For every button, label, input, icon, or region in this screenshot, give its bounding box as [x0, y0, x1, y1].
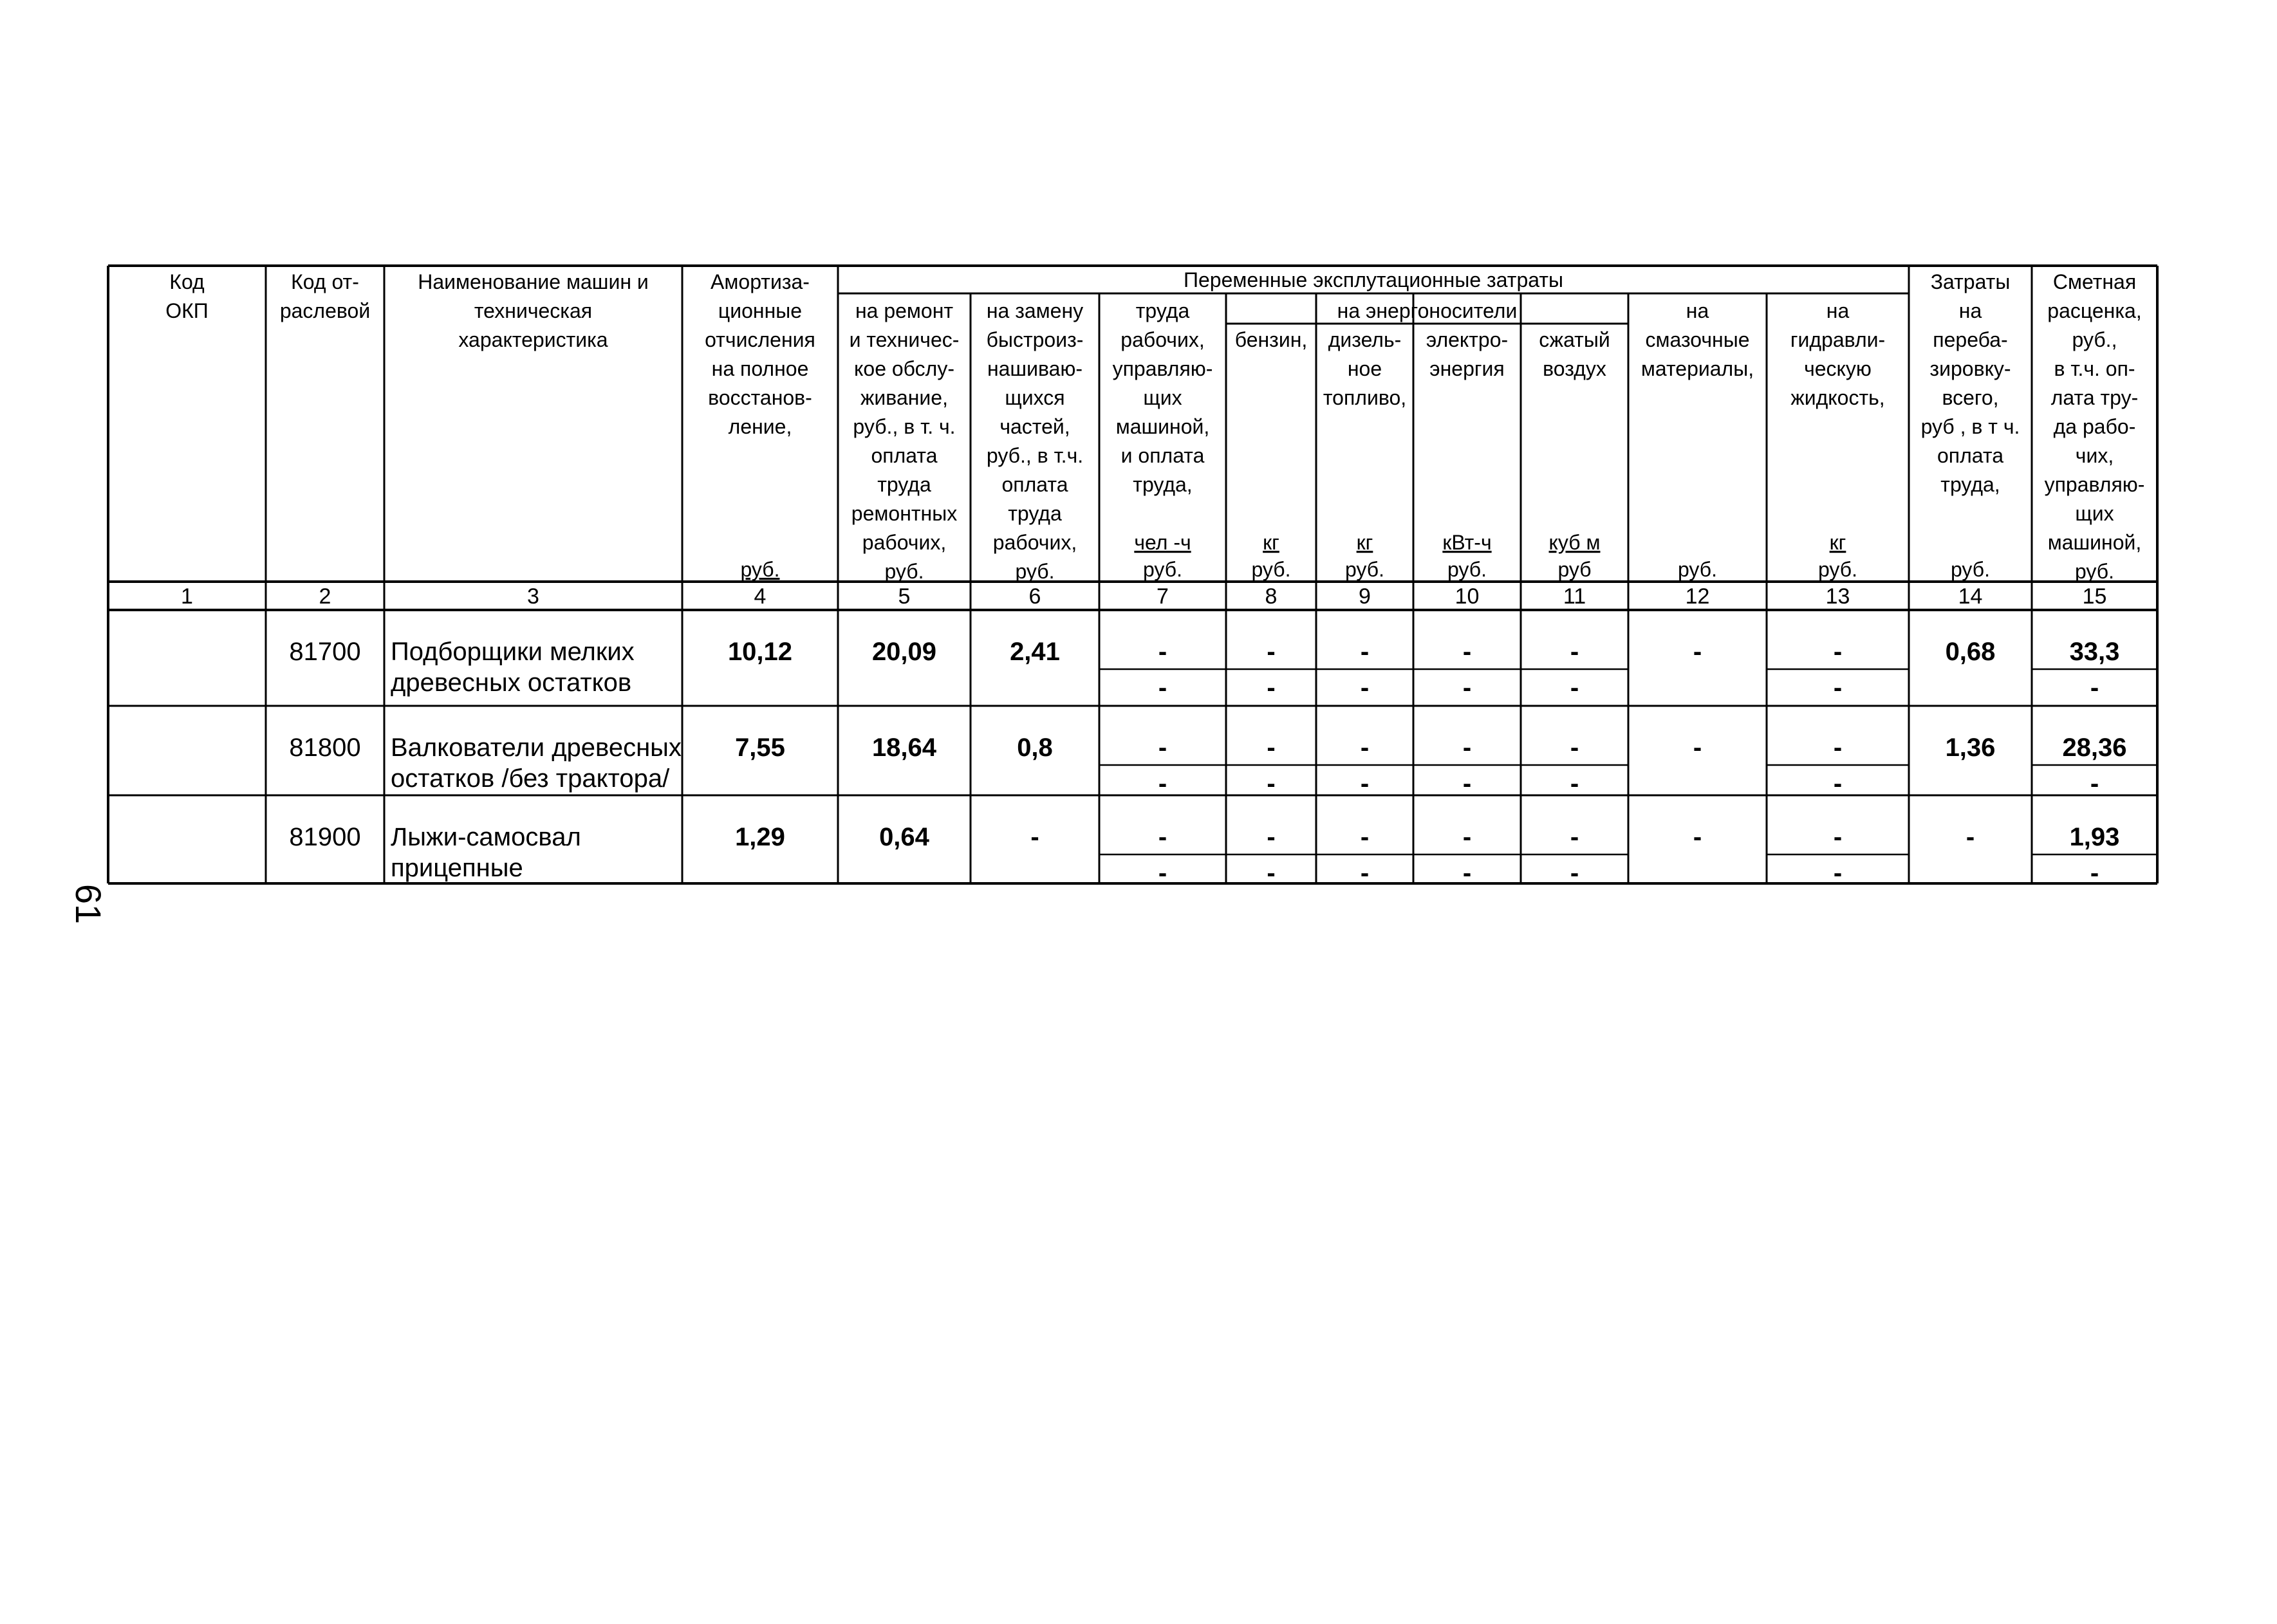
header-col3-line: техническая [474, 299, 593, 322]
row-value-col15: 33,3 [2069, 638, 2120, 666]
header-col3-line: Наименование машин и [418, 270, 649, 293]
header-col5-line: живание, [860, 386, 948, 409]
header-col15-line: Сметная [2052, 270, 2137, 293]
header-col8-line: бензин, [1234, 328, 1308, 351]
header-col15-line: да рабо- [2053, 415, 2136, 438]
header-col15-line: расценка, [2047, 299, 2142, 322]
row-value-col9: - [1360, 638, 1370, 666]
unit-col10: кВт-ч [1442, 531, 1492, 554]
header-col14-line: оплата [1937, 444, 2003, 467]
column-number: 7 [1157, 584, 1169, 609]
row-subvalue-col11: - [1570, 859, 1579, 887]
header-col13-line: гидравли- [1790, 328, 1886, 351]
header-col2-line: раслевой [279, 299, 371, 322]
row-value-col14: 0,68 [1945, 638, 1996, 666]
header-col6-line: труда [1008, 502, 1062, 525]
header-col1-line: ОКП [165, 299, 209, 322]
header-col1-line: Код [169, 270, 205, 293]
page-number: 61 [68, 883, 109, 925]
header-col5-line: оплата [871, 444, 938, 467]
row-value-col15: 28,36 [2062, 734, 2127, 762]
row-subvalue-col11: - [1570, 674, 1579, 702]
row-subvalue-col15: - [2090, 859, 2099, 887]
row-value-col14: 1,36 [1945, 734, 1996, 762]
row-subvalue-col10: - [1462, 859, 1472, 887]
unit2-col9: руб. [1344, 558, 1385, 581]
row-subvalue-col7: - [1158, 674, 1167, 702]
header-col5-line: кое обслу- [854, 357, 954, 380]
row-value-col4: 7,55 [735, 734, 785, 762]
unit-col11: куб м [1548, 531, 1601, 554]
column-number: 12 [1685, 584, 1710, 609]
row-value-col7: - [1158, 823, 1167, 851]
row-name-line: Валкователи древесных [391, 734, 682, 762]
column-number: 9 [1359, 584, 1371, 609]
row-value-col10: - [1462, 638, 1472, 666]
row-value-col12: - [1693, 638, 1702, 666]
row-value-col8: - [1267, 638, 1276, 666]
header-col14-line: руб , в т ч. [1920, 415, 2020, 438]
header-col7-line: рабочих, [1120, 328, 1205, 351]
header-col15-line: руб. [2074, 560, 2115, 583]
row-subvalue-col10: - [1462, 770, 1472, 798]
header-col6-line: быстроиз- [986, 328, 1084, 351]
header-col5-line: руб., в т. ч. [853, 415, 956, 438]
row-name-line: древесных остатков [391, 669, 632, 697]
unit-col14: руб. [1950, 558, 1991, 581]
row-subvalue-col8: - [1267, 674, 1276, 702]
row-subvalue-col13: - [1833, 859, 1843, 887]
page-marks [68, 884, 109, 924]
row-value-col6: 2,41 [1010, 638, 1060, 666]
header-col7-line: труда, [1133, 473, 1193, 496]
header-col5-line: труда [877, 473, 931, 496]
header-col10-line: энергия [1429, 357, 1505, 380]
row-value-col14: - [1966, 823, 1975, 851]
unit-col13: кг [1829, 531, 1846, 554]
column-number: 3 [527, 584, 539, 609]
header-col14-line: зировку- [1929, 357, 2011, 380]
unit2-col8: руб. [1251, 558, 1291, 581]
header-col15-line: чих, [2075, 444, 2114, 467]
header-col10-line: электро- [1426, 328, 1509, 351]
row-code: 81700 [289, 638, 361, 666]
row-subvalue-col8: - [1267, 859, 1276, 887]
row-name-line: Подборщики мелких [391, 638, 635, 666]
header-col6-line: на замену [986, 299, 1084, 322]
header-col4-line: ление, [728, 415, 792, 438]
header-col12-line: материалы, [1640, 357, 1754, 380]
row-subvalue-col7: - [1158, 859, 1167, 887]
column-number: 4 [754, 584, 767, 609]
row-value-col13: - [1833, 638, 1843, 666]
column-number: 8 [1265, 584, 1278, 609]
row-value-col10: - [1462, 823, 1472, 851]
header-col11-line: воздух [1543, 357, 1606, 380]
row-value-col4: 1,29 [735, 823, 785, 851]
row-subvalue-col13: - [1833, 674, 1843, 702]
unit-col12: руб. [1677, 558, 1718, 581]
header-col6-line: рабочих, [992, 531, 1077, 554]
header-col7-line: управляю- [1112, 357, 1213, 380]
row-subvalue-col13: - [1833, 770, 1843, 798]
row-subvalue-col9: - [1360, 859, 1370, 887]
row-subvalue-col9: - [1360, 770, 1370, 798]
header-col9-line: дизель- [1328, 328, 1402, 351]
header-col12-line: на [1686, 299, 1709, 322]
header-col4-line: на полное [711, 357, 809, 380]
header-col13-line: на [1826, 299, 1850, 322]
row-code: 81800 [289, 734, 361, 762]
row-value-col9: - [1360, 734, 1370, 762]
header-col14-line: на [1958, 299, 1982, 322]
column-number: 11 [1563, 584, 1586, 609]
row-value-col13: - [1833, 823, 1843, 851]
header-col4-line: Амортиза- [711, 270, 810, 293]
row-name-line: прицепные [391, 854, 523, 882]
header-col6-line: частей, [999, 415, 1070, 438]
row-value-col9: - [1360, 823, 1370, 851]
row-value-col13: - [1833, 734, 1843, 762]
row-value-col7: - [1158, 734, 1167, 762]
header-col15-line: лата тру- [2050, 386, 2139, 409]
header-col5-line: и техничес- [849, 328, 960, 351]
row-code: 81900 [289, 823, 361, 851]
header-col13-line: жидкость, [1790, 386, 1885, 409]
column-number: 15 [2082, 584, 2107, 609]
unit2-col13: руб. [1817, 558, 1858, 581]
header-col4-line: отчисления [705, 328, 815, 351]
column-number: 10 [1454, 584, 1480, 609]
row-name-line: остатков /без трактора/ [391, 764, 670, 793]
unit2-col10: руб. [1447, 558, 1487, 581]
header-col7-line: труда [1135, 299, 1190, 322]
header-col15-line: щих [2075, 502, 2114, 525]
row-value-col7: - [1158, 638, 1167, 666]
header-col7-line: машиной, [1115, 415, 1210, 438]
unit-col8: кг [1263, 531, 1279, 554]
header-col9-line: топливо, [1323, 386, 1407, 409]
row-subvalue-col9: - [1360, 674, 1370, 702]
row-subvalue-col15: - [2090, 770, 2099, 798]
header-col5-line: ремонтных [851, 502, 958, 525]
row-value-col11: - [1570, 638, 1579, 666]
row-subvalue-col8: - [1267, 770, 1276, 798]
variable-costs-title: Переменные эксплутационные затраты [1184, 268, 1563, 291]
column-number: 6 [1028, 584, 1041, 609]
row-value-col8: - [1267, 823, 1276, 851]
header-col5-line: на ремонт [855, 299, 954, 322]
column-number: 5 [898, 584, 911, 609]
row-subvalue-col10: - [1462, 674, 1472, 702]
row-value-col4: 10,12 [727, 638, 793, 666]
header-col6-line: руб. [1015, 560, 1055, 583]
unit2-col7: руб. [1142, 558, 1183, 581]
header-col2-line: Код от- [291, 270, 359, 293]
row-value-col8: - [1267, 734, 1276, 762]
row-value-col10: - [1462, 734, 1472, 762]
column-number: 13 [1825, 584, 1850, 609]
row-value-col15: 1,93 [2069, 823, 2120, 851]
header-col11-line: сжатый [1539, 328, 1610, 351]
header-col4-line: ционные [718, 299, 803, 322]
unit-col7: чел -ч [1134, 531, 1191, 554]
row-value-col11: - [1570, 823, 1579, 851]
column-number: 2 [319, 584, 331, 609]
header-col14-line: переба- [1933, 328, 2008, 351]
row-value-col6: 0,8 [1017, 734, 1053, 762]
header-col5-line: руб. [884, 560, 924, 583]
row-name-line: Лыжи-самосвал [391, 823, 581, 851]
header-col13-line: ческую [1804, 357, 1872, 380]
row-value-col11: - [1570, 734, 1579, 762]
header-col4-line: восстанов- [708, 386, 812, 409]
header-col7-line: щих [1143, 386, 1182, 409]
row-value-col12: - [1693, 734, 1702, 762]
row-value-col5: 0,64 [879, 823, 929, 851]
header-col6-line: оплата [1001, 473, 1068, 496]
column-number: 1 [181, 584, 193, 609]
unit2-col11: руб [1557, 558, 1592, 581]
header-col7-line: и оплата [1120, 444, 1205, 467]
row-subvalue-col15: - [2090, 674, 2099, 702]
header-col5-line: рабочих, [862, 531, 947, 554]
row-value-col5: 20,09 [871, 638, 937, 666]
header-col15-line: управляю- [2044, 473, 2145, 496]
row-subvalue-col11: - [1570, 770, 1579, 798]
unit-col4: руб. [740, 558, 780, 581]
header-col9-line: ное [1347, 357, 1382, 380]
unit-col9: кг [1356, 531, 1373, 554]
column-number: 14 [1958, 584, 1983, 609]
header-col15-line: в т.ч. оп- [2054, 357, 2135, 380]
header-col6-line: руб., в т.ч. [986, 444, 1084, 467]
header-col12-line: смазочные [1645, 328, 1750, 351]
header-col14-line: всего, [1942, 386, 1999, 409]
row-subvalue-col7: - [1158, 770, 1167, 798]
header-col14-line: труда, [1940, 473, 2000, 496]
row-value-col6: - [1030, 823, 1039, 851]
header-col6-line: нашиваю- [987, 357, 1083, 380]
row-value-col12: - [1693, 823, 1702, 851]
header-col15-line: руб., [2072, 328, 2117, 351]
header-col3-line: характеристика [458, 328, 608, 351]
row-value-col5: 18,64 [871, 734, 937, 762]
energy-title: на энергоносители [1337, 299, 1518, 322]
header-col14-line: Затраты [1930, 270, 2011, 293]
header-col6-line: щихся [1005, 386, 1065, 409]
header-col15-line: машиной, [2047, 531, 2142, 554]
